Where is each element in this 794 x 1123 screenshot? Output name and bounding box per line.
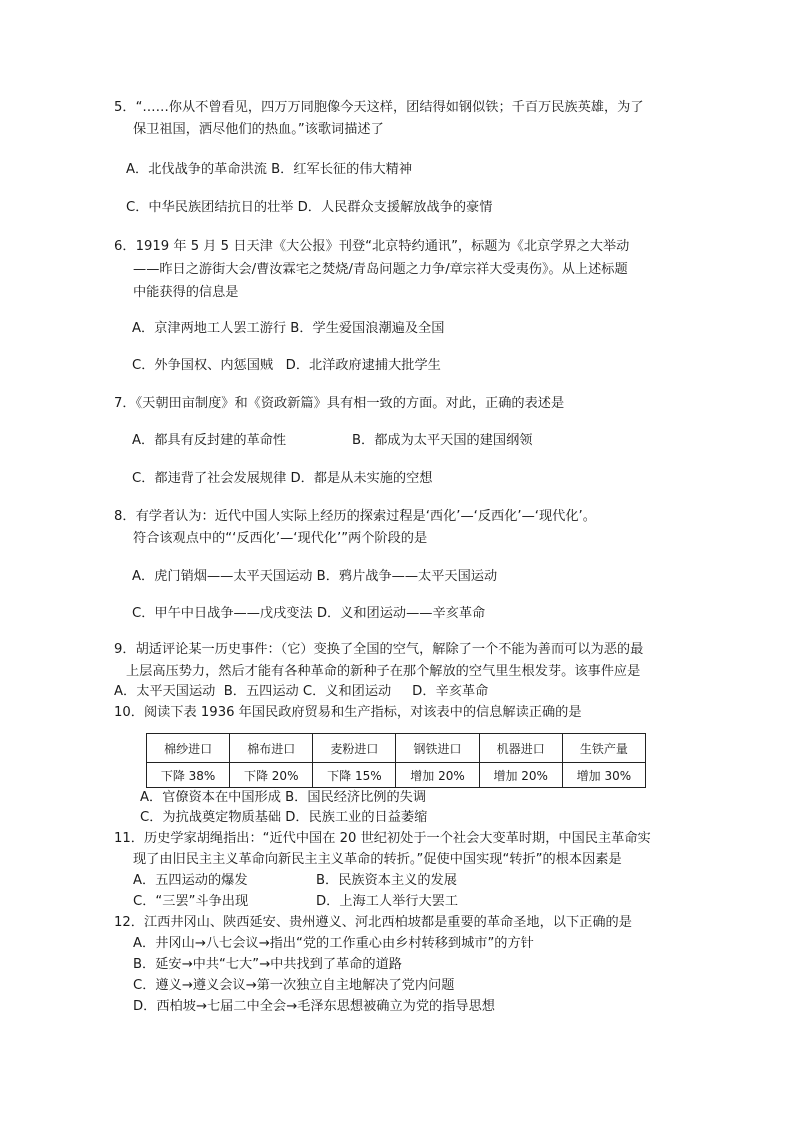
q11-option-d: D．上海工人举行大罢工 <box>316 894 459 909</box>
q5-options-line1: A．北伐战争的革命洪流 B．红军长征的伟大精神 <box>126 162 413 177</box>
table-row <box>147 763 646 788</box>
q6-options-line1: A．京津两地工人罢工游行 B．学生爱国浪潮遍及全国 <box>132 321 445 336</box>
q9-stem-line1: 9．胡适评论某一历史事件：（它）变换了全国的空气，解除了一个不能为善而可以为恶的最 <box>114 642 644 657</box>
q11-stem-line2: 现了由旧民主主义革命向新民主主义革命的转折。”促使中国实现“转折”的根本因素是 <box>133 852 622 867</box>
table-cell: 下降 15% <box>313 763 396 788</box>
table-cell: 增加 20% <box>396 763 479 788</box>
table-header-cell: 钢铁进口 <box>396 734 479 763</box>
q11-option-b: B．民族资本主义的发展 <box>316 873 457 888</box>
q6-stem-line1: 6．1919 年 5 月 5 日天津《大公报》刊登“北京特约通讯”，标题为《北京学界之大举动 <box>114 239 630 254</box>
q8-options-line1: A．虎门销烟——太平天国运动 B．鸦片战争——太平天国运动 <box>132 569 498 584</box>
q12-option-d: D．西柏坡→七届二中全会→毛泽东思想被确立为党的指导思想 <box>133 999 495 1014</box>
table-header-cell: 生铁产量 <box>562 734 645 763</box>
q12-option-a: A．井冈山→八七会议→指出“党的工作重心由乡村转移到城市”的方针 <box>133 936 534 951</box>
q8-stem-line1: 8．有学者认为：近代中国人实际上经历的探索过程是‘西化’—‘反西化’—‘现代化’。 <box>114 509 596 524</box>
q10-stem-line1: 10．阅读下表 1936 年国民政府贸易和生产指标，对该表中的信息解读正确的是 <box>114 705 582 720</box>
q6-options-line2: C．外争国权、内惩国贼 D．北洋政府逮捕大批学生 <box>132 358 441 373</box>
table-cell: 下降 20% <box>230 763 313 788</box>
q11-stem-line1: 11．历史学家胡绳指出：“近代中国在 20 世纪初处于一个社会大变革时期，中国民主革命实 <box>114 831 651 846</box>
q8-stem-line2: 符合该观点中的“‘反西化’—‘现代化’”两个阶段的是 <box>133 531 428 546</box>
table-header-row <box>147 734 646 763</box>
q10-options-line1: A．官僚资本在中国形成 B．国民经济比例的失调 <box>140 790 427 805</box>
trade-indicator-table <box>146 733 646 788</box>
q9-options-line1: A．太平天国运动 B．五四运动 C．义和团运动 D．辛亥革命 <box>114 684 489 699</box>
q7-stem-line1: 7．《天朝田亩制度》和《资政新篇》具有相一致的方面。对此，正确的表述是 <box>114 396 565 411</box>
table-header-cell: 棉布进口 <box>230 734 313 763</box>
table-header-cell: 棉纱进口 <box>147 734 230 763</box>
q11-option-a: A．五四运动的爆发 <box>133 873 248 888</box>
q12-stem-line1: 12．江西井冈山、陕西延安、贵州遵义、河北西柏坡都是重要的革命圣地，以下正确的是 <box>114 915 632 930</box>
q11-option-c: C．“三罢”斗争出现 <box>133 894 249 909</box>
q8-options-line2: C．甲午中日战争——戊戌变法 D．义和团运动——辛亥革命 <box>132 606 486 621</box>
table-cell: 增加 30% <box>562 763 645 788</box>
q12-option-b: B．延安→中共“七大”→中共找到了革命的道路 <box>133 957 402 972</box>
q12-option-c: C．遵义→遵义会议→第一次独立自主地解决了党内问题 <box>133 978 455 993</box>
q7-options-line2: C．都违背了社会发展规律 D．都是从未实施的空想 <box>132 471 433 486</box>
table-header-cell: 麦粉进口 <box>313 734 396 763</box>
q6-stem-line2: ——昨日之游街大会/曹汝霖宅之焚烧/青岛问题之力争/章宗祥大受夷伤》。从上述标题 <box>133 262 628 277</box>
q5-options-line2: C．中华民族团结抗日的壮举 D．人民群众支援解放战争的豪情 <box>126 200 493 215</box>
q7-option-b: B．都成为太平天国的建国纲领 <box>352 433 533 448</box>
table-header-cell: 机器进口 <box>479 734 562 763</box>
q5-stem-line1: 5．“……你从不曾看见，四万万同胞像今天这样，团结得如钢似铁；千百万民族英雄，为了 <box>114 100 644 115</box>
q5-stem-line2: 保卫祖国，洒尽他们的热血。”该歌词描述了 <box>133 122 384 137</box>
q9-stem-line2: 上层高压势力，然后才能有各种革命的新种子在那个解放的空气里生根发芽。该事件应是 <box>126 664 641 679</box>
q10-options-line2: C．为抗战奠定物质基础 D．民族工业的日益萎缩 <box>140 810 428 825</box>
table-cell: 增加 20% <box>479 763 562 788</box>
q6-stem-line3: 中能获得的信息是 <box>133 285 239 300</box>
table-cell: 下降 38% <box>147 763 230 788</box>
q7-option-a: A．都具有反封建的革命性 <box>132 433 287 448</box>
